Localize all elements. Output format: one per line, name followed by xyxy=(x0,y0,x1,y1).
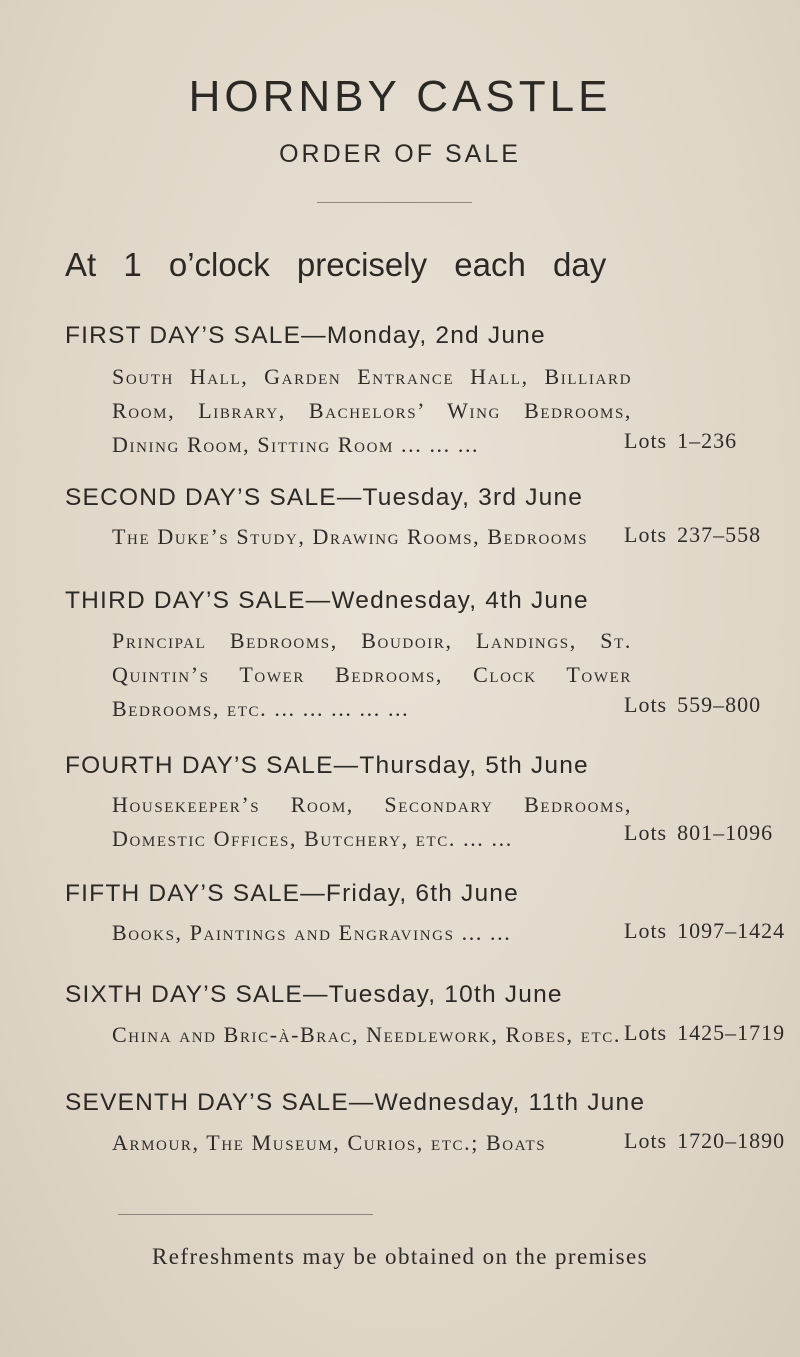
sale-heading-2: SECOND DAY’S SALE—Tuesday, 3rd June xyxy=(65,484,584,511)
sale-heading-5: FIFTH DAY’S SALE—Friday, 6th June xyxy=(65,880,519,907)
sale-description-5: Books, Paintings and Engravings ... ... xyxy=(112,920,512,945)
lots-label: Lots xyxy=(624,1020,668,1045)
footer-divider xyxy=(118,1214,373,1215)
sale-description-6: China and Bric-à-Brac, Needlework, Robes, etc. xyxy=(112,1022,621,1047)
sale-lots-5 xyxy=(624,918,785,944)
sale-description-4: Housekeeper’s Room, Secondary Bedrooms, Domestic Offices, Butchery, etc. ... ... xyxy=(112,792,632,851)
lots-label: Lots xyxy=(624,692,668,717)
title-divider xyxy=(317,202,472,203)
lots-label: Lots xyxy=(624,918,668,943)
lots-range: 237–558 xyxy=(677,522,762,547)
lots-label: Lots xyxy=(624,428,668,453)
refreshments-note: Refreshments may be obtained on the premises xyxy=(152,1244,648,1269)
sale-lots-3 xyxy=(624,692,761,718)
page-title: HORNBY CASTLE xyxy=(188,72,612,121)
lots-label: Lots xyxy=(624,1128,668,1153)
lots-range: 1720–1890 xyxy=(677,1128,786,1153)
sale-description-7: Armour, The Museum, Curios, etc.; Boats xyxy=(112,1130,547,1155)
lots-label: Lots xyxy=(624,820,668,845)
sale-lots-7 xyxy=(624,1128,785,1154)
lots-range: 1097–1424 xyxy=(677,918,786,943)
sale-lots-4 xyxy=(624,820,773,846)
sale-heading-4: FOURTH DAY’S SALE—Thursday, 5th June xyxy=(65,752,589,779)
sale-time-notice: At 1 o’clock precisely each day xyxy=(65,246,607,283)
lots-range: 559–800 xyxy=(677,692,762,717)
sale-heading-1: FIRST DAY’S SALE—Monday, 2nd June xyxy=(65,322,546,349)
sale-description-2: The Duke’s Study, Drawing Rooms, Bedrooms xyxy=(112,524,589,549)
sale-heading-3: THIRD DAY’S SALE—Wednesday, 4th June xyxy=(65,587,589,614)
lots-range: 1–236 xyxy=(677,428,738,453)
page-subtitle: ORDER OF SALE xyxy=(279,140,521,168)
sale-lots-1 xyxy=(624,428,737,454)
sale-heading-7: SEVENTH DAY’S SALE—Wednesday, 11th June xyxy=(65,1089,646,1116)
sale-lots-2 xyxy=(624,522,761,548)
sale-heading-6: SIXTH DAY’S SALE—Tuesday, 10th June xyxy=(65,981,563,1008)
lots-range: 1425–1719 xyxy=(677,1020,786,1045)
sale-lots-6 xyxy=(624,1020,785,1046)
sale-description-1: South Hall, Garden Entrance Hall, Billiard Room, Library, Bachelors’ Wing Bedrooms, Dining Room, Sitting Room ... ... ... xyxy=(112,364,632,457)
lots-label: Lots xyxy=(624,522,668,547)
lots-range: 801–1096 xyxy=(677,820,774,845)
sale-description-3: Principal Bedrooms, Boudoir, Landings, St. Quintin’s Tower Bedrooms, Clock Tower Bedrooms, etc. ... ... ... ... ... xyxy=(112,628,632,721)
